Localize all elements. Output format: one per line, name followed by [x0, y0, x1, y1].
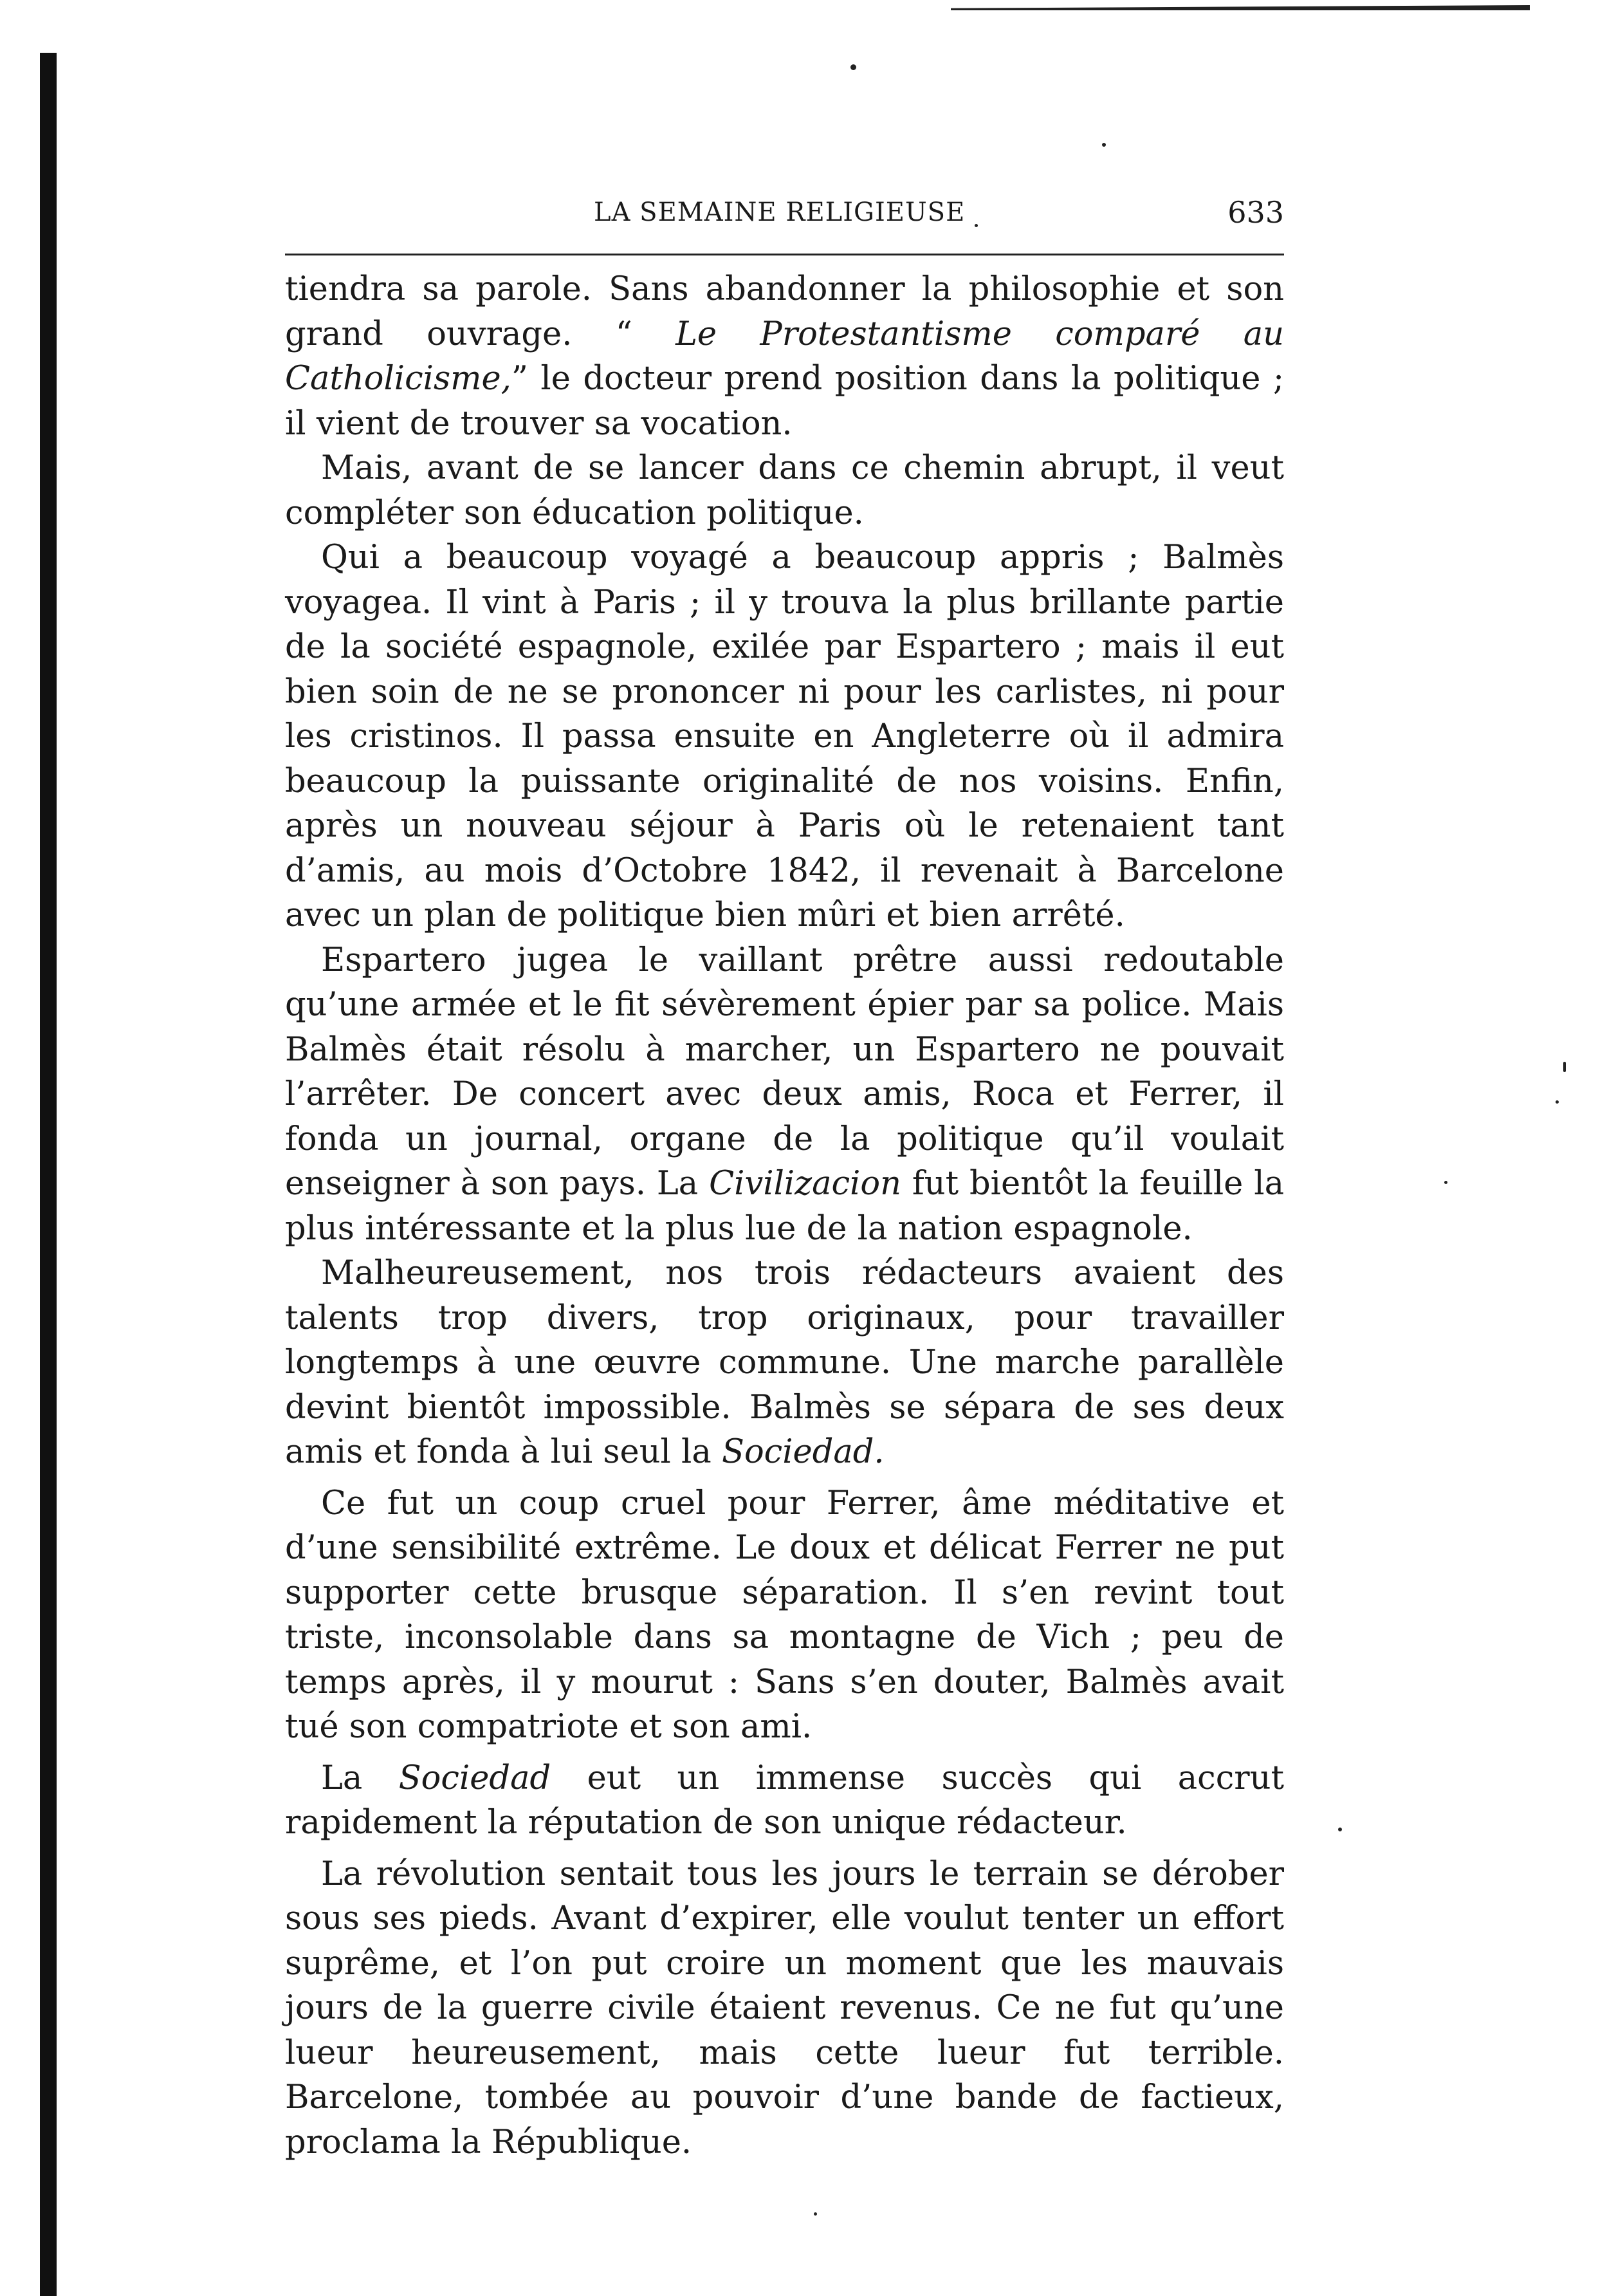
page-number: 633 [1227, 195, 1284, 230]
text-run: Mais, avant de se lancer dans ce chemin abrupt, il veut compléter son éducation politique. [285, 449, 1284, 532]
scan-speck [850, 64, 856, 70]
text-run: ” le docteur prend position dans la politique ; il vient de trouver sa vocation. [285, 360, 1284, 443]
paragraph [285, 1481, 1284, 1750]
paragraph [285, 1251, 1284, 1475]
text-run: La [321, 1759, 399, 1797]
paragraph [285, 1756, 1284, 1846]
paragraph [285, 446, 1284, 535]
binding-shadow [40, 53, 57, 2296]
text-run: Malheureusement, nos trois rédacteurs avaient des talents trop divers, trop originaux, pour travailler longtemps à une œuvre commune. Une marche parallèle devint bientôt impossible. Balmès se sépara de ses deux amis et fonda à lui seul la [285, 1254, 1284, 1471]
text-run: Espartero jugea le vaillant prêtre aussi redoutable qu’une armée et le fit sévèrement épier par sa police. Mais Balmès était résolu à marcher, un Espartero ne pouvait l’arrêter. De concert avec deux amis, Roca et Ferrer, il fonda un journal, organe de la politique qu’il voulait enseigner à son pays. La [285, 941, 1284, 1203]
text-run: fut bientôt la feuille la plus intéressante et la plus lue de la nation espagnole. [285, 1165, 1284, 1248]
italic-text: Sociedad [398, 1759, 551, 1797]
scan-speck [814, 2212, 817, 2216]
text-run: La révolution sentait tous les jours le terrain se dérober sous ses pieds. Avant d’expirer, elle voulut tenter un effort suprême, et l’on put croire un moment que les mauvais jours de la guerre civile étaient revenus. Ce ne fut qu’une lueur heureusement, mais cette lueur fut terrible. Barcelone, tombée au pouvoir d’une bande de factieux, proclama la République. [285, 1855, 1284, 2162]
italic-text: Civilizacion [709, 1165, 901, 1203]
text-run: Ce fut un coup cruel pour Ferrer, âme méditative et d’une sensibilité extrême. Le doux et délicat Ferrer ne put supporter cette brusque séparation. Il s’en revint tout triste, inconsolable dans sa montagne de Vich ; peu de temps après, il y mourut : Sans s’en douter, Balmès avait tué son compatriote et son ami. [285, 1484, 1284, 1746]
paragraph [285, 535, 1284, 938]
text-run: Qui a beaucoup voyagé a beaucoup appris ; Balmès voyagea. Il vint à Paris ; il y trouva la plus brillante partie de la société espagnole, exilée par Espartero ; mais il eut bien soin de ne se prononcer ni pour les carlistes, ni pour les cristinos. Il passa ensuite en Angleterre où il admira beaucoup la puissante originalité de nos voisins. Enfin, après un nouveau séjour à Paris où le retenaient tant d’amis, au mois d’Octobre 1842, il revenait à Barcelone avec un plan de politique bien mûri et bien arrêté. [285, 539, 1284, 934]
scan-speck [1556, 1100, 1559, 1104]
italic-text: Sociedad. [722, 1433, 885, 1471]
running-title: LA SEMAINE RELIGIEUSE [594, 198, 966, 227]
scan-speck [1563, 1062, 1566, 1072]
text-run: tiendra sa parole. Sans abandonner la philosophie et son grand ouvrage. “ [285, 270, 1284, 353]
paragraph [285, 267, 1284, 446]
scan-speck [1102, 143, 1106, 147]
paragraph [285, 938, 1284, 1252]
paragraph [285, 1852, 1284, 2165]
scan-speck [1444, 1181, 1447, 1184]
italic-text: Le Protestantisme comparé au Catholicisme, [285, 315, 1284, 398]
header-rule [285, 254, 1284, 255]
scan-edge-line [951, 5, 1530, 10]
page-header [285, 193, 1284, 232]
text-run: eut un immense succès qui accrut rapidement la réputation de son unique rédacteur. [285, 1759, 1285, 1842]
scan-speck [1338, 1828, 1342, 1831]
body-text [285, 267, 1284, 2165]
